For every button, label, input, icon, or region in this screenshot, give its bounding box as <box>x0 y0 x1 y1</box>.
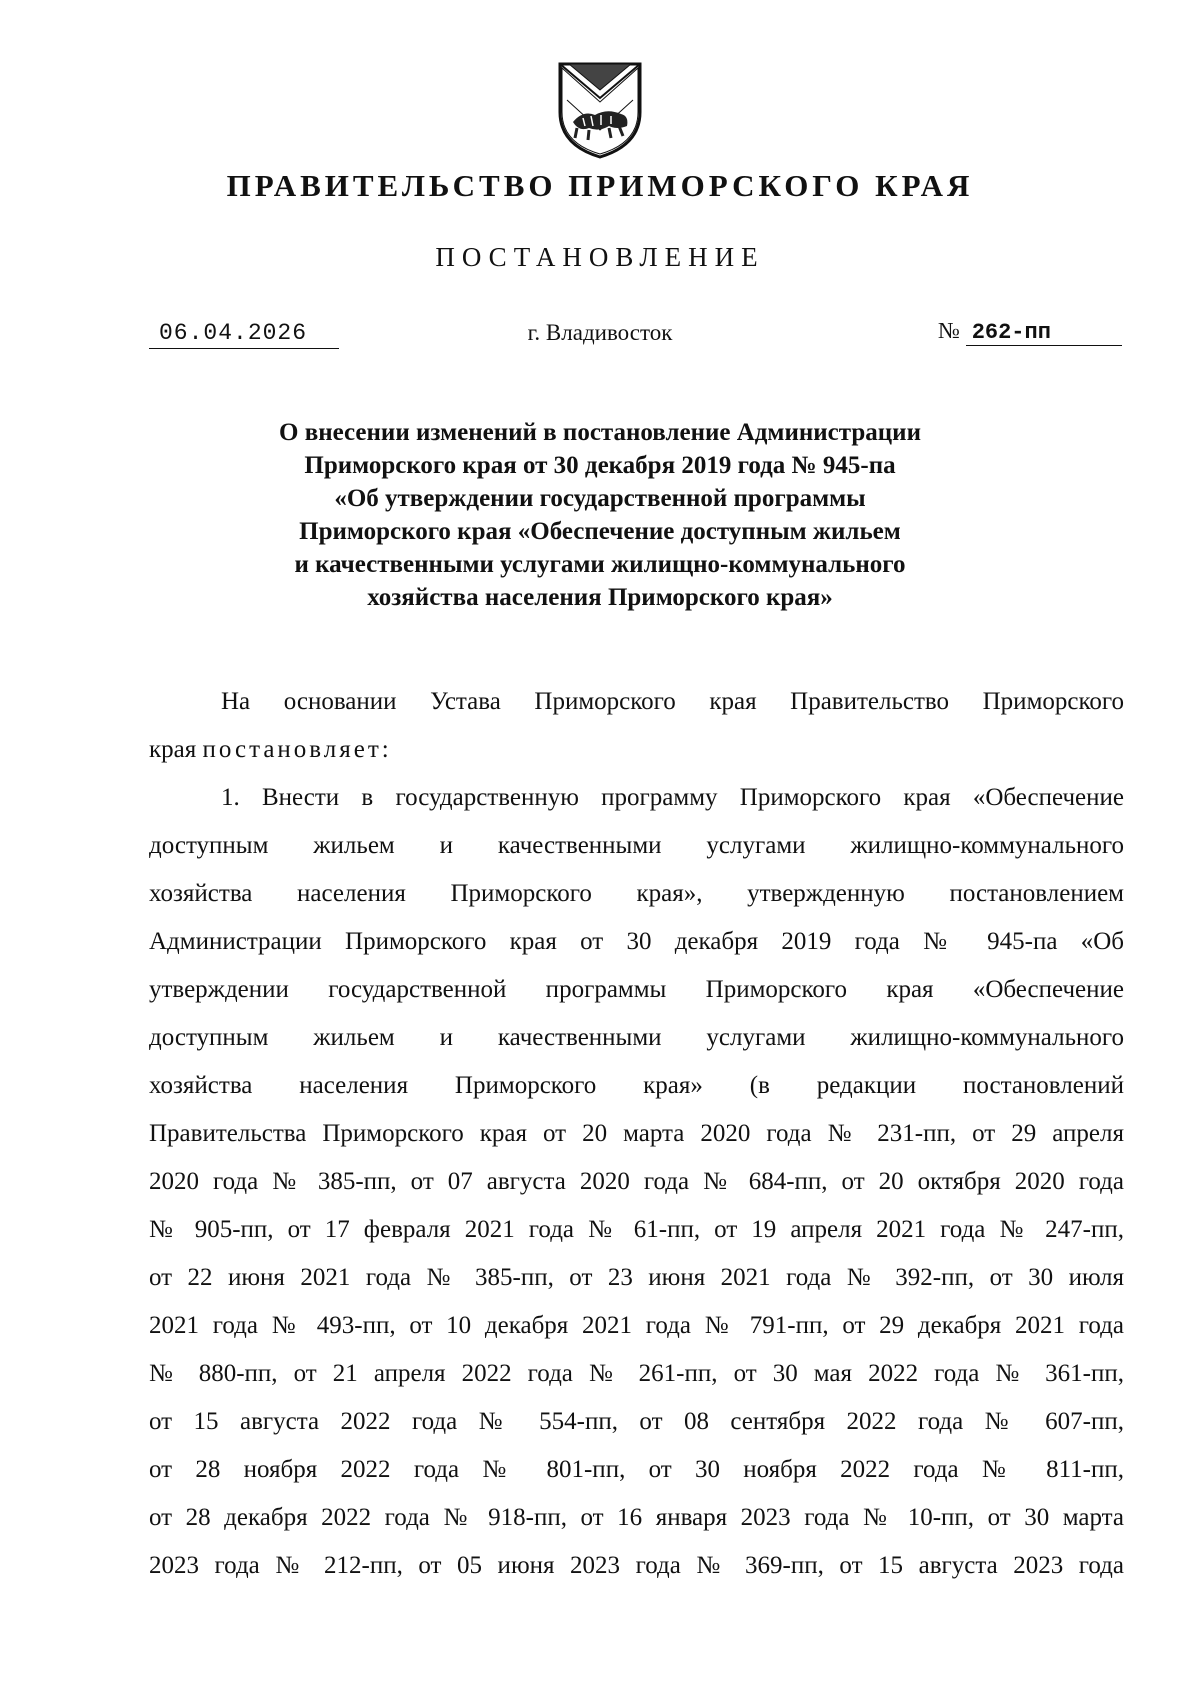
body-line: 2021 года № 493-пп, от 10 декабря 2021 года № 791-пп, от 29 декабря 2021 года <box>149 1312 1124 1339</box>
body-line: от 15 августа 2022 года № 554-пп, от 08 сентября 2022 года № 607-пп, <box>149 1408 1124 1435</box>
number-label: № <box>938 318 960 343</box>
body-line: Администрации Приморского края от 30 декабря 2019 года № 945-па «Об <box>149 928 1124 955</box>
document-title <box>180 416 1020 614</box>
body-line: от 28 ноября 2022 года № 801-пп, от 30 ноября 2022 года № 811-пп, <box>149 1456 1124 1483</box>
preamble-prefix: края <box>149 736 197 763</box>
body-line: доступным жильем и качественными услугами жилищно-коммунального <box>149 1024 1124 1051</box>
title-line: «Об утверждении государственной программы <box>334 485 866 512</box>
preamble-line <box>149 726 1124 774</box>
body-line: 1. Внести в государственную программу Приморского края «Обеспечение <box>221 784 1124 811</box>
document-number <box>938 318 1122 346</box>
body-line: от 22 июня 2021 года № 385-пп, от 23 июня 2021 года № 392-пп, от 30 июля <box>149 1264 1124 1291</box>
body-line: доступным жильем и качественными услугами жилищно-коммунального <box>149 832 1124 859</box>
document-city: г. Владивосток <box>527 320 673 345</box>
body-line: 2023 года № 212-пп, от 05 июня 2023 года № 369-пп, от 15 августа 2023 года <box>149 1552 1124 1579</box>
body-line: № 905-пп, от 17 февраля 2021 года № 61-пп, от 19 апреля 2021 года № 247-пп, <box>149 1216 1124 1243</box>
body-line: № 880-пп, от 21 апреля 2022 года № 261-пп, от 30 мая 2022 года № 361-пп, <box>149 1360 1124 1387</box>
organization-title: ПРАВИТЕЛЬСТВО ПРИМОРСКОГО КРАЯ <box>226 168 974 203</box>
title-line: Приморского края от 30 декабря 2019 года № 945-па <box>304 452 896 479</box>
resolves-word: постановляет: <box>202 736 392 763</box>
title-line: О внесении изменений в постановление Администрации <box>279 419 921 446</box>
title-line: и качественными услугами жилищно-коммунального <box>294 551 906 578</box>
title-line: хозяйства населения Приморского края» <box>367 584 833 611</box>
body-line: Правительства Приморского края от 20 марта 2020 года № 231-пп, от 29 апреля <box>149 1120 1124 1147</box>
document-date: 06.04.2026 <box>149 320 339 349</box>
number-value: 262-пп <box>966 320 1122 346</box>
body-line: утверждении государственной программы Приморского края «Обеспечение <box>149 976 1124 1003</box>
body-line: хозяйства населения Приморского края», утвержденную постановлением <box>149 880 1124 907</box>
body-line: 2020 года № 385-пп, от 07 августа 2020 года № 684-пп, от 20 октября 2020 года <box>149 1168 1124 1195</box>
document-body <box>149 678 1124 1590</box>
preamble-line: На основании Устава Приморского края Правительство Приморского <box>221 688 1124 715</box>
coat-of-arms-emblem <box>555 60 645 160</box>
body-line: от 28 декабря 2022 года № 918-пп, от 16 января 2023 года № 10-пп, от 30 марта <box>149 1504 1124 1531</box>
title-line: Приморского края «Обеспечение доступным жильем <box>299 518 901 545</box>
document-type: ПОСТАНОВЛЕНИЕ <box>435 242 765 272</box>
body-line: хозяйства населения Приморского края» (в редакции постановлений <box>149 1072 1124 1099</box>
